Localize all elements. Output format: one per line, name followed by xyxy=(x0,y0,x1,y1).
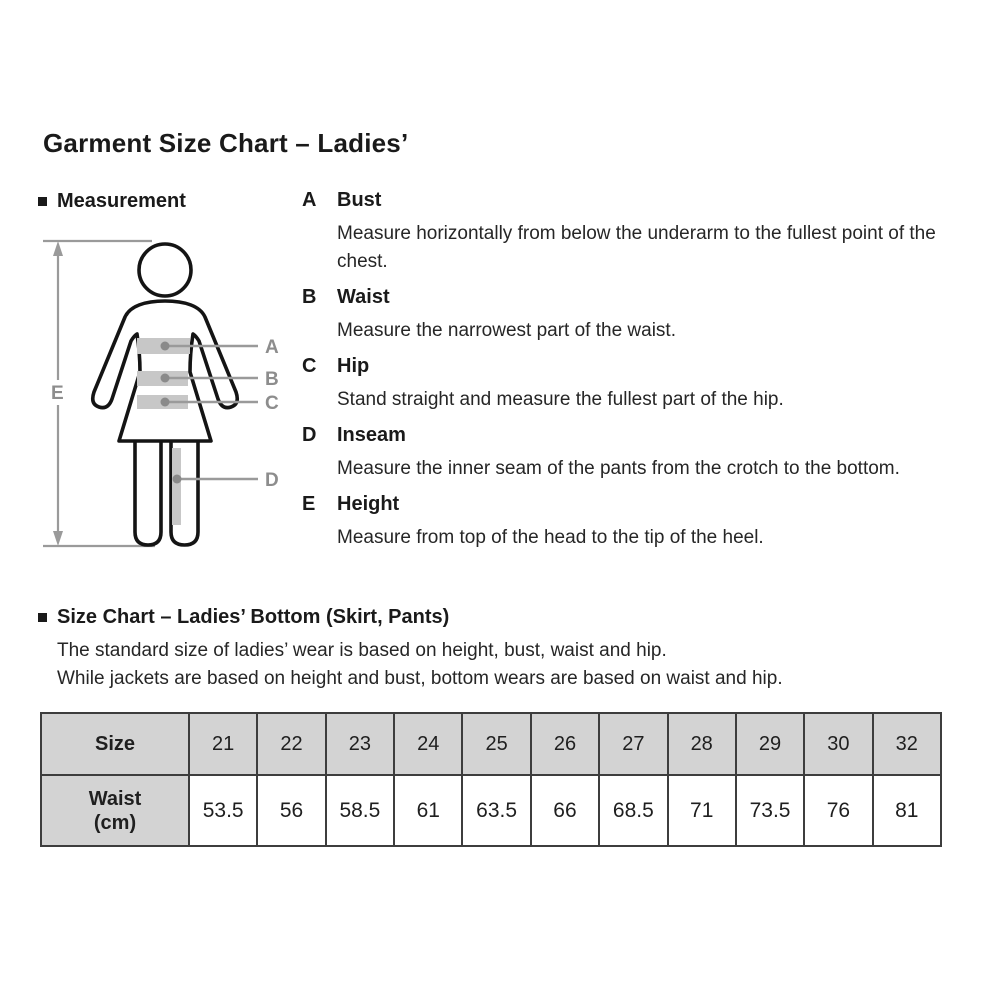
waist-cell: 76 xyxy=(804,775,872,846)
waist-cell: 73.5 xyxy=(736,775,804,846)
size-chart-heading xyxy=(38,606,449,629)
figure-label-height: E xyxy=(51,383,64,404)
definition-letter: B xyxy=(302,286,317,308)
waist-cell: 81 xyxy=(873,775,941,846)
definition-term: Height xyxy=(337,493,400,515)
definition-letter: D xyxy=(302,424,317,446)
definition-letter: C xyxy=(302,355,317,377)
definitions-list xyxy=(302,188,962,561)
definition-letter: A xyxy=(302,189,317,211)
bullet-square-icon xyxy=(38,613,47,622)
size-row-header: Size xyxy=(41,713,189,775)
size-chart-intro-line1: The standard size of ladies’ wear is based on height, bust, waist and hip. xyxy=(57,640,667,661)
definition-letter: E xyxy=(302,493,316,515)
waist-cell: 53.5 xyxy=(189,775,257,846)
waist-cell: 66 xyxy=(531,775,599,846)
table-row-waist xyxy=(41,775,941,846)
waist-cell: 63.5 xyxy=(462,775,530,846)
size-chart-intro xyxy=(57,637,783,692)
figure-label-bust: A xyxy=(265,337,279,358)
size-cell: 22 xyxy=(257,713,325,775)
definition-bust xyxy=(302,188,962,276)
size-cell: 29 xyxy=(736,713,804,775)
size-cell: 30 xyxy=(804,713,872,775)
figure-label-hip: C xyxy=(265,393,279,414)
size-cell: 23 xyxy=(326,713,394,775)
measurement-heading-label: Measurement xyxy=(57,190,186,212)
size-cell: 26 xyxy=(531,713,599,775)
arrow-down-icon xyxy=(53,531,63,546)
definition-hip xyxy=(302,354,962,414)
definition-description: Measure from top of the head to the tip of the heel. xyxy=(337,527,764,548)
definition-term: Inseam xyxy=(337,424,406,446)
figure-label-waist: B xyxy=(265,369,279,390)
definition-term: Bust xyxy=(337,189,382,211)
waist-label-line1: Waist xyxy=(88,787,142,810)
size-cell: 32 xyxy=(873,713,941,775)
definition-term: Waist xyxy=(337,286,390,308)
figure-head xyxy=(139,244,191,296)
measurement-figure xyxy=(30,225,300,565)
body-measurement-diagram-icon xyxy=(30,225,300,565)
waist-cell: 71 xyxy=(668,775,736,846)
definition-term: Hip xyxy=(337,355,370,377)
size-table xyxy=(40,712,942,847)
size-cell: 24 xyxy=(394,713,462,775)
size-cell: 21 xyxy=(189,713,257,775)
waist-cell: 58.5 xyxy=(326,775,394,846)
waist-label-line2: (cm) xyxy=(93,811,137,834)
definition-inseam xyxy=(302,423,962,483)
waist-cell: 56 xyxy=(257,775,325,846)
size-cell: 25 xyxy=(462,713,530,775)
definition-height xyxy=(302,492,962,552)
figure-legs xyxy=(135,425,198,545)
waist-cell: 61 xyxy=(394,775,462,846)
definition-description: Stand straight and measure the fullest part of the hip. xyxy=(337,389,784,410)
definition-waist xyxy=(302,285,962,345)
table-row-sizes xyxy=(41,713,941,775)
definition-description: Measure the narrowest part of the waist. xyxy=(337,320,676,341)
size-chart-heading-label: Size Chart – Ladies’ Bottom (Skirt, Pants) xyxy=(57,606,450,628)
figure-label-inseam: D xyxy=(265,470,279,491)
bullet-square-icon xyxy=(38,197,47,206)
waist-cell: 68.5 xyxy=(599,775,667,846)
measurement-heading xyxy=(38,190,186,213)
waist-row-header xyxy=(41,775,189,846)
page-title: Garment Size Chart – Ladies’ xyxy=(43,128,409,158)
size-cell: 28 xyxy=(668,713,736,775)
size-chart-intro-line2: While jackets are based on height and bust, bottom wears are based on waist and hip. xyxy=(57,667,783,689)
arrow-up-icon xyxy=(53,241,63,256)
size-cell: 27 xyxy=(599,713,667,775)
definition-description: Measure the inner seam of the pants from the crotch to the bottom. xyxy=(337,458,900,479)
definition-description: Measure horizontally from below the underarm to the fullest point of the chest. xyxy=(337,223,936,272)
